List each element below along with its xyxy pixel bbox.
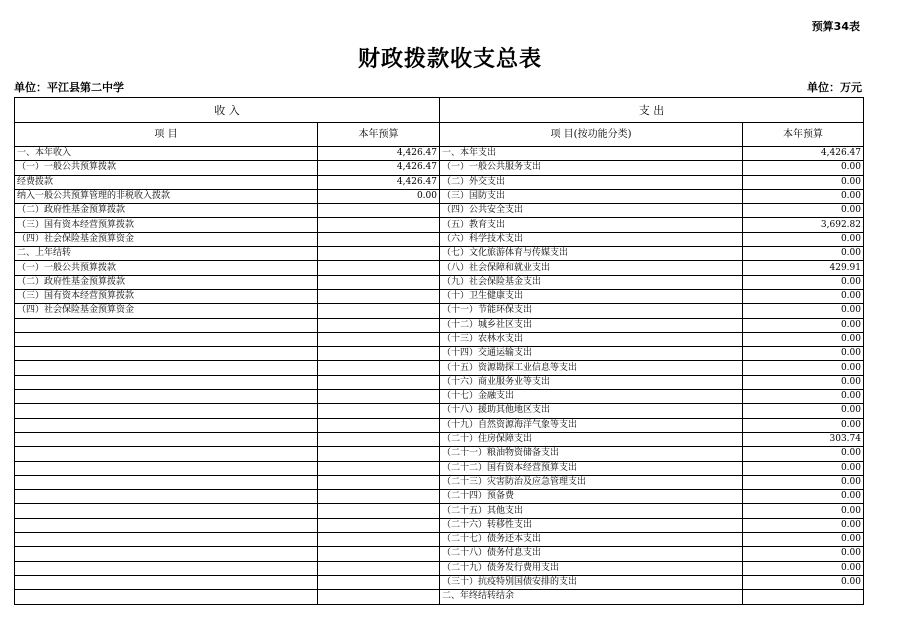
table-row <box>15 375 864 389</box>
table-row <box>15 232 864 246</box>
income-value-cell <box>318 347 440 361</box>
income-item-cell <box>15 404 318 418</box>
table-row <box>15 418 864 432</box>
table-row <box>15 275 864 289</box>
income-value-cell <box>318 318 440 332</box>
table-row <box>15 447 864 461</box>
expense-item-cell: （二）外交支出 <box>440 175 743 189</box>
income-item-cell: 经费拨款 <box>15 175 318 189</box>
expense-item-cell: （一）一般公共服务支出 <box>440 161 743 175</box>
expense-item-cell: （十九）自然资源海洋气象等支出 <box>440 418 743 432</box>
table-row <box>15 147 864 161</box>
expense-value-cell: 0.00 <box>743 561 864 575</box>
income-value-cell <box>318 289 440 303</box>
income-value-cell <box>318 561 440 575</box>
table-row <box>15 361 864 375</box>
income-item-cell <box>15 490 318 504</box>
table-row <box>15 575 864 589</box>
header-row-1 <box>15 98 864 123</box>
income-value-cell <box>318 261 440 275</box>
table-row <box>15 347 864 361</box>
expense-value-cell: 0.00 <box>743 247 864 261</box>
expense-value-cell: 0.00 <box>743 461 864 475</box>
expense-value-cell: 0.00 <box>743 404 864 418</box>
table-row <box>15 475 864 489</box>
expense-value-cell: 0.00 <box>743 504 864 518</box>
expense-item-cell: （十八）援助其他地区支出 <box>440 404 743 418</box>
expense-value-cell: 0.00 <box>743 232 864 246</box>
income-value-cell <box>318 275 440 289</box>
expense-value-cell: 4,426.47 <box>743 147 864 161</box>
expense-value-cell: 0.00 <box>743 361 864 375</box>
expense-value-cell: 0.00 <box>743 289 864 303</box>
income-value-cell <box>318 247 440 261</box>
table-row <box>15 518 864 532</box>
income-item-cell <box>15 461 318 475</box>
income-value-cell <box>318 447 440 461</box>
table-row <box>15 404 864 418</box>
income-value-cell <box>318 547 440 561</box>
table-row <box>15 304 864 318</box>
expense-item-cell: （八）社会保障和就业支出 <box>440 261 743 275</box>
expense-value-cell: 0.00 <box>743 318 864 332</box>
expense-value-cell: 429.91 <box>743 261 864 275</box>
expense-value-cell: 0.00 <box>743 390 864 404</box>
income-value-cell <box>318 375 440 389</box>
income-value-cell <box>318 218 440 232</box>
expense-item-cell: （十）卫生健康支出 <box>440 289 743 303</box>
currency-unit: 单位：万元 <box>807 81 862 94</box>
income-value-cell <box>318 232 440 246</box>
table-row <box>15 261 864 275</box>
budget-header: 本年预算 <box>318 123 440 147</box>
expense-item-cell: 一、本年支出 <box>440 147 743 161</box>
expense-value-cell: 0.00 <box>743 189 864 203</box>
income-item-cell <box>15 375 318 389</box>
table-row <box>15 490 864 504</box>
expense-value-cell: 0.00 <box>743 175 864 189</box>
expense-item-cell: （六）科学技术支出 <box>440 232 743 246</box>
table-row <box>15 432 864 446</box>
income-item-cell <box>15 590 318 604</box>
expense-value-cell: 0.00 <box>743 275 864 289</box>
table-row <box>15 218 864 232</box>
income-item-cell <box>15 361 318 375</box>
table-row <box>15 175 864 189</box>
income-value-cell <box>318 461 440 475</box>
expense-value-cell: 0.00 <box>743 304 864 318</box>
expense-item-cell: （二十七）债务还本支出 <box>440 533 743 547</box>
table-row <box>15 590 864 604</box>
expense-item-cell: （十六）商业服务业等支出 <box>440 375 743 389</box>
table-row <box>15 247 864 261</box>
income-value-cell <box>318 404 440 418</box>
income-value-cell <box>318 361 440 375</box>
table-row <box>15 204 864 218</box>
income-value-cell <box>318 432 440 446</box>
expense-item-cell: （二十四）预备费 <box>440 490 743 504</box>
income-item-cell: （四）社会保险基金预算资金 <box>15 232 318 246</box>
income-value-cell <box>318 533 440 547</box>
income-value-cell <box>318 518 440 532</box>
budget-table <box>14 97 864 605</box>
income-item-cell: （一）一般公共预算拨款 <box>15 161 318 175</box>
expense-item-cell: （十四）交通运输支出 <box>440 347 743 361</box>
income-value-cell <box>318 490 440 504</box>
income-value-cell: 4,426.47 <box>318 161 440 175</box>
table-row <box>15 561 864 575</box>
expense-value-cell: 0.00 <box>743 575 864 589</box>
expense-value-cell <box>743 590 864 604</box>
table-row <box>15 504 864 518</box>
income-item-cell <box>15 518 318 532</box>
income-item-cell <box>15 575 318 589</box>
income-item-cell <box>15 418 318 432</box>
income-item-cell: （二）政府性基金预算拨款 <box>15 275 318 289</box>
income-header: 收 入 <box>15 98 440 123</box>
income-item-cell <box>15 504 318 518</box>
expense-item-cell: （二十五）其他支出 <box>440 504 743 518</box>
expense-item-cell: 二、年终结转结余 <box>440 590 743 604</box>
income-value-cell <box>318 575 440 589</box>
income-value-cell <box>318 590 440 604</box>
expense-value-cell: 0.00 <box>743 490 864 504</box>
income-item-cell <box>15 432 318 446</box>
income-value-cell: 4,426.47 <box>318 147 440 161</box>
expense-value-cell: 0.00 <box>743 204 864 218</box>
expense-value-cell: 0.00 <box>743 547 864 561</box>
income-value-cell <box>318 204 440 218</box>
expense-item-cell: （十一）节能环保支出 <box>440 304 743 318</box>
expense-item-cell: （二十三）灾害防治及应急管理支出 <box>440 475 743 489</box>
expense-item-cell: （七）文化旅游体育与传媒支出 <box>440 247 743 261</box>
table-row <box>15 390 864 404</box>
income-item-cell: （三）国有资本经营预算拨款 <box>15 289 318 303</box>
expense-item-cell: （二十八）债务付息支出 <box>440 547 743 561</box>
expense-value-cell: 0.00 <box>743 375 864 389</box>
income-item-cell <box>15 332 318 346</box>
table-row <box>15 161 864 175</box>
income-value-cell <box>318 332 440 346</box>
expense-value-cell: 0.00 <box>743 533 864 547</box>
budget-header-2: 本年预算 <box>743 123 864 147</box>
expense-item-cell: （二十六）转移性支出 <box>440 518 743 532</box>
income-value-cell <box>318 504 440 518</box>
expense-value-cell: 0.00 <box>743 418 864 432</box>
income-item-cell <box>15 318 318 332</box>
income-item-cell: 一、本年收入 <box>15 147 318 161</box>
unit-name: 单位：平江县第二中学 <box>14 81 124 94</box>
form-number: 预算34表 <box>811 20 860 33</box>
table-row <box>15 547 864 561</box>
expense-value-cell: 3,692.82 <box>743 218 864 232</box>
income-value-cell: 4,426.47 <box>318 175 440 189</box>
expense-item-cell: （十三）农林水支出 <box>440 332 743 346</box>
income-item-cell <box>15 533 318 547</box>
income-item-cell <box>15 547 318 561</box>
expense-item-cell: （二十）住房保障支出 <box>440 432 743 446</box>
expense-value-cell: 0.00 <box>743 475 864 489</box>
expense-item-cell: （三十）抗疫特别国债安排的支出 <box>440 575 743 589</box>
income-value-cell <box>318 390 440 404</box>
expense-item-cell: （十五）资源勘探工业信息等支出 <box>440 361 743 375</box>
expense-item-cell: （十七）金融支出 <box>440 390 743 404</box>
expense-item-cell: （九）社会保险基金支出 <box>440 275 743 289</box>
expense-value-cell: 0.00 <box>743 447 864 461</box>
expense-value-cell: 0.00 <box>743 161 864 175</box>
expense-header: 支 出 <box>440 98 864 123</box>
table-row <box>15 289 864 303</box>
expense-item-cell: （二十一）粮油物资储备支出 <box>440 447 743 461</box>
table-row <box>15 533 864 547</box>
income-value-cell <box>318 475 440 489</box>
expense-item-cell: （十二）城乡社区支出 <box>440 318 743 332</box>
expense-value-cell: 0.00 <box>743 518 864 532</box>
expense-item-cell: （三）国防支出 <box>440 189 743 203</box>
income-value-cell <box>318 304 440 318</box>
income-item-cell <box>15 347 318 361</box>
income-item-cell <box>15 447 318 461</box>
income-item-cell: （三）国有资本经营预算拨款 <box>15 218 318 232</box>
header-row-2 <box>15 123 864 147</box>
table-row <box>15 318 864 332</box>
income-item-cell: 二、上年结转 <box>15 247 318 261</box>
income-item-cell: 纳入一般公共预算管理的非税收入拨款 <box>15 189 318 203</box>
expense-value-cell: 303.74 <box>743 432 864 446</box>
item-header: 项 目 <box>15 123 318 147</box>
expense-value-cell: 0.00 <box>743 347 864 361</box>
item-func-header: 项 目(按功能分类) <box>440 123 743 147</box>
table-row <box>15 332 864 346</box>
income-item-cell <box>15 475 318 489</box>
income-value-cell: 0.00 <box>318 189 440 203</box>
expense-item-cell: （五）教育支出 <box>440 218 743 232</box>
expense-item-cell: （四）公共安全支出 <box>440 204 743 218</box>
income-item-cell <box>15 561 318 575</box>
table-row <box>15 189 864 203</box>
income-item-cell: （四）社会保险基金预算资金 <box>15 304 318 318</box>
income-item-cell: （一）一般公共预算拨款 <box>15 261 318 275</box>
income-value-cell <box>318 418 440 432</box>
expense-item-cell: （二十二）国有资本经营预算支出 <box>440 461 743 475</box>
table-row <box>15 461 864 475</box>
expense-item-cell: （二十九）债务发行费用支出 <box>440 561 743 575</box>
income-item-cell: （二）政府性基金预算拨款 <box>15 204 318 218</box>
page-title: 财政拨款收支总表 <box>357 46 542 72</box>
expense-value-cell: 0.00 <box>743 332 864 346</box>
income-item-cell <box>15 390 318 404</box>
